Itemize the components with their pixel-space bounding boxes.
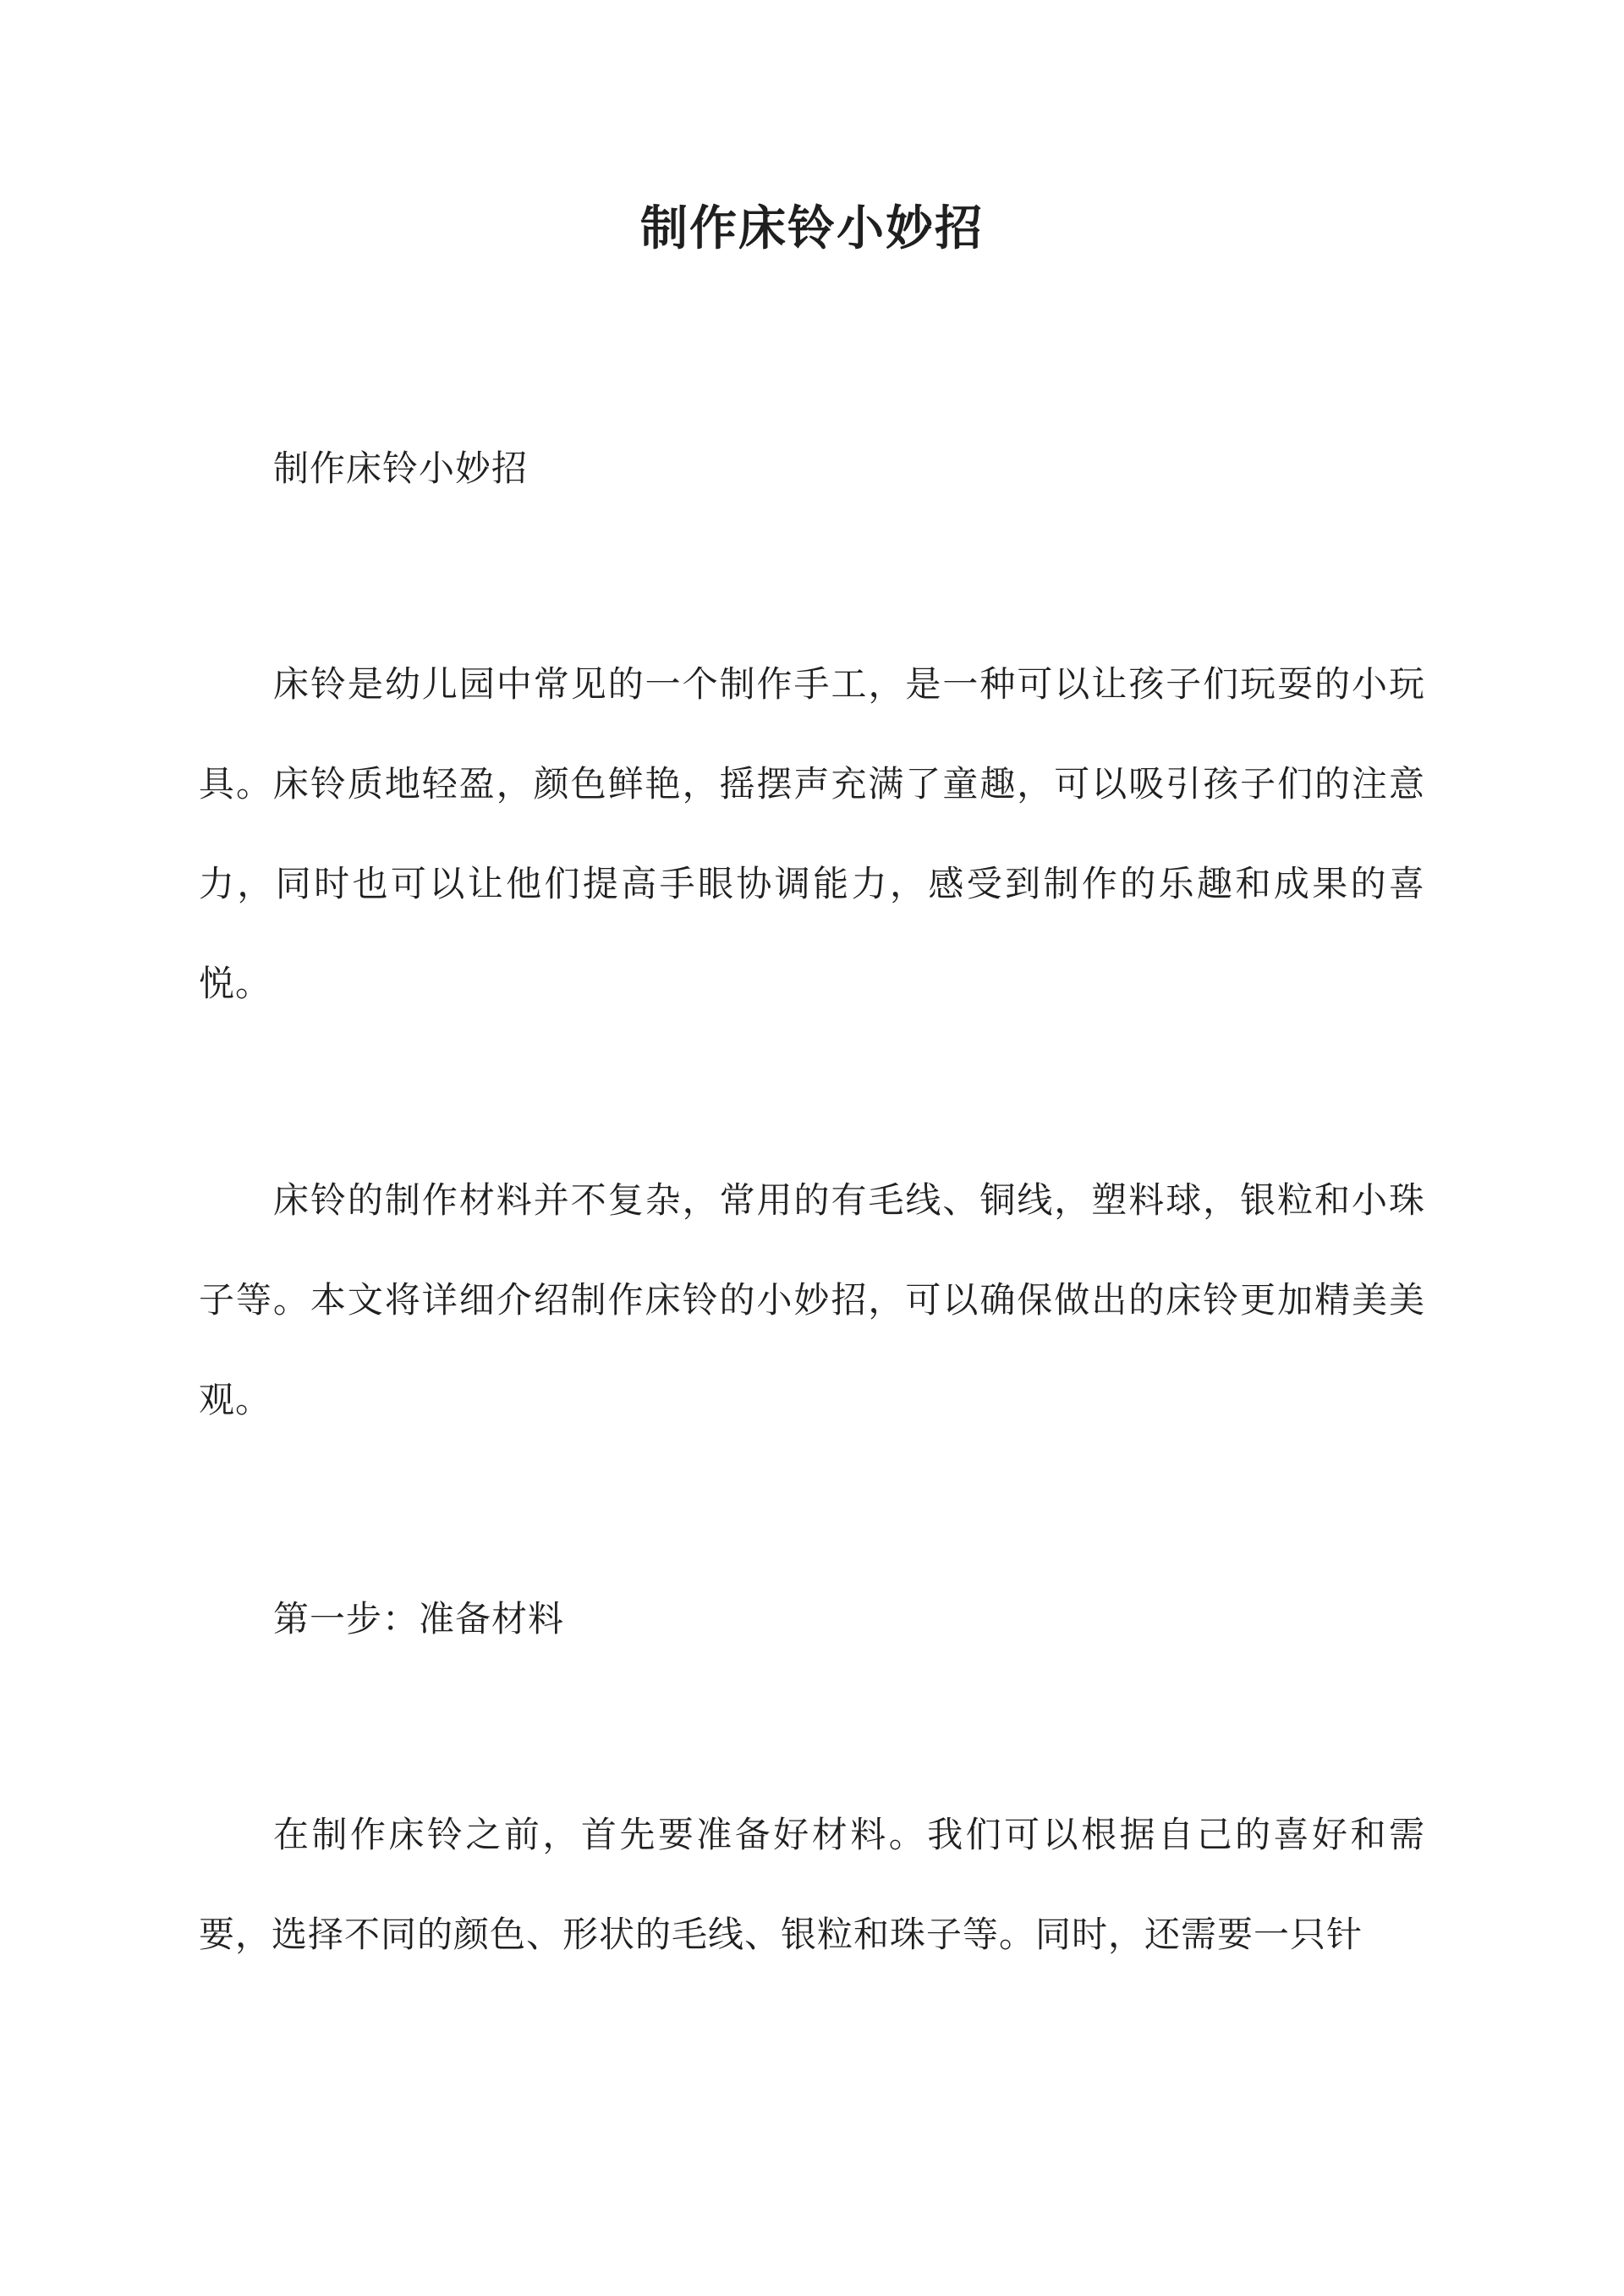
paragraph-subtitle: 制作床铃小妙招	[273, 448, 529, 489]
paragraph-step-one: 在制作床铃之前，首先要准备好材料。我们可以根据自己的喜好和需要，选择不同的颜色、形状的毛线、银粒和珠子等。同时，还需要一只针	[199, 1814, 1425, 1955]
paragraph-intro: 床铃是幼儿园中常见的一个制作手工，是一种可以让孩子们玩耍的小玩具。床铃质地轻盈，颜色鲜艳，摇摆声充满了童趣，可以吸引孩子们的注意力，同时也可以让他们提高手眼协调能力，感受到制作的乐趣和成果的喜悦。	[199, 663, 1425, 1004]
paragraph-materials: 床铃的制作材料并不复杂，常用的有毛线、铜线，塑料球，银粒和小珠子等。本文将详细介绍制作床铃的小妙招，可以确保做出的床铃更加精美美观。	[199, 1179, 1425, 1420]
step-one-heading: 第一步：准备材料	[273, 1598, 565, 1640]
document-title: 制作床铃小妙招	[640, 200, 984, 256]
